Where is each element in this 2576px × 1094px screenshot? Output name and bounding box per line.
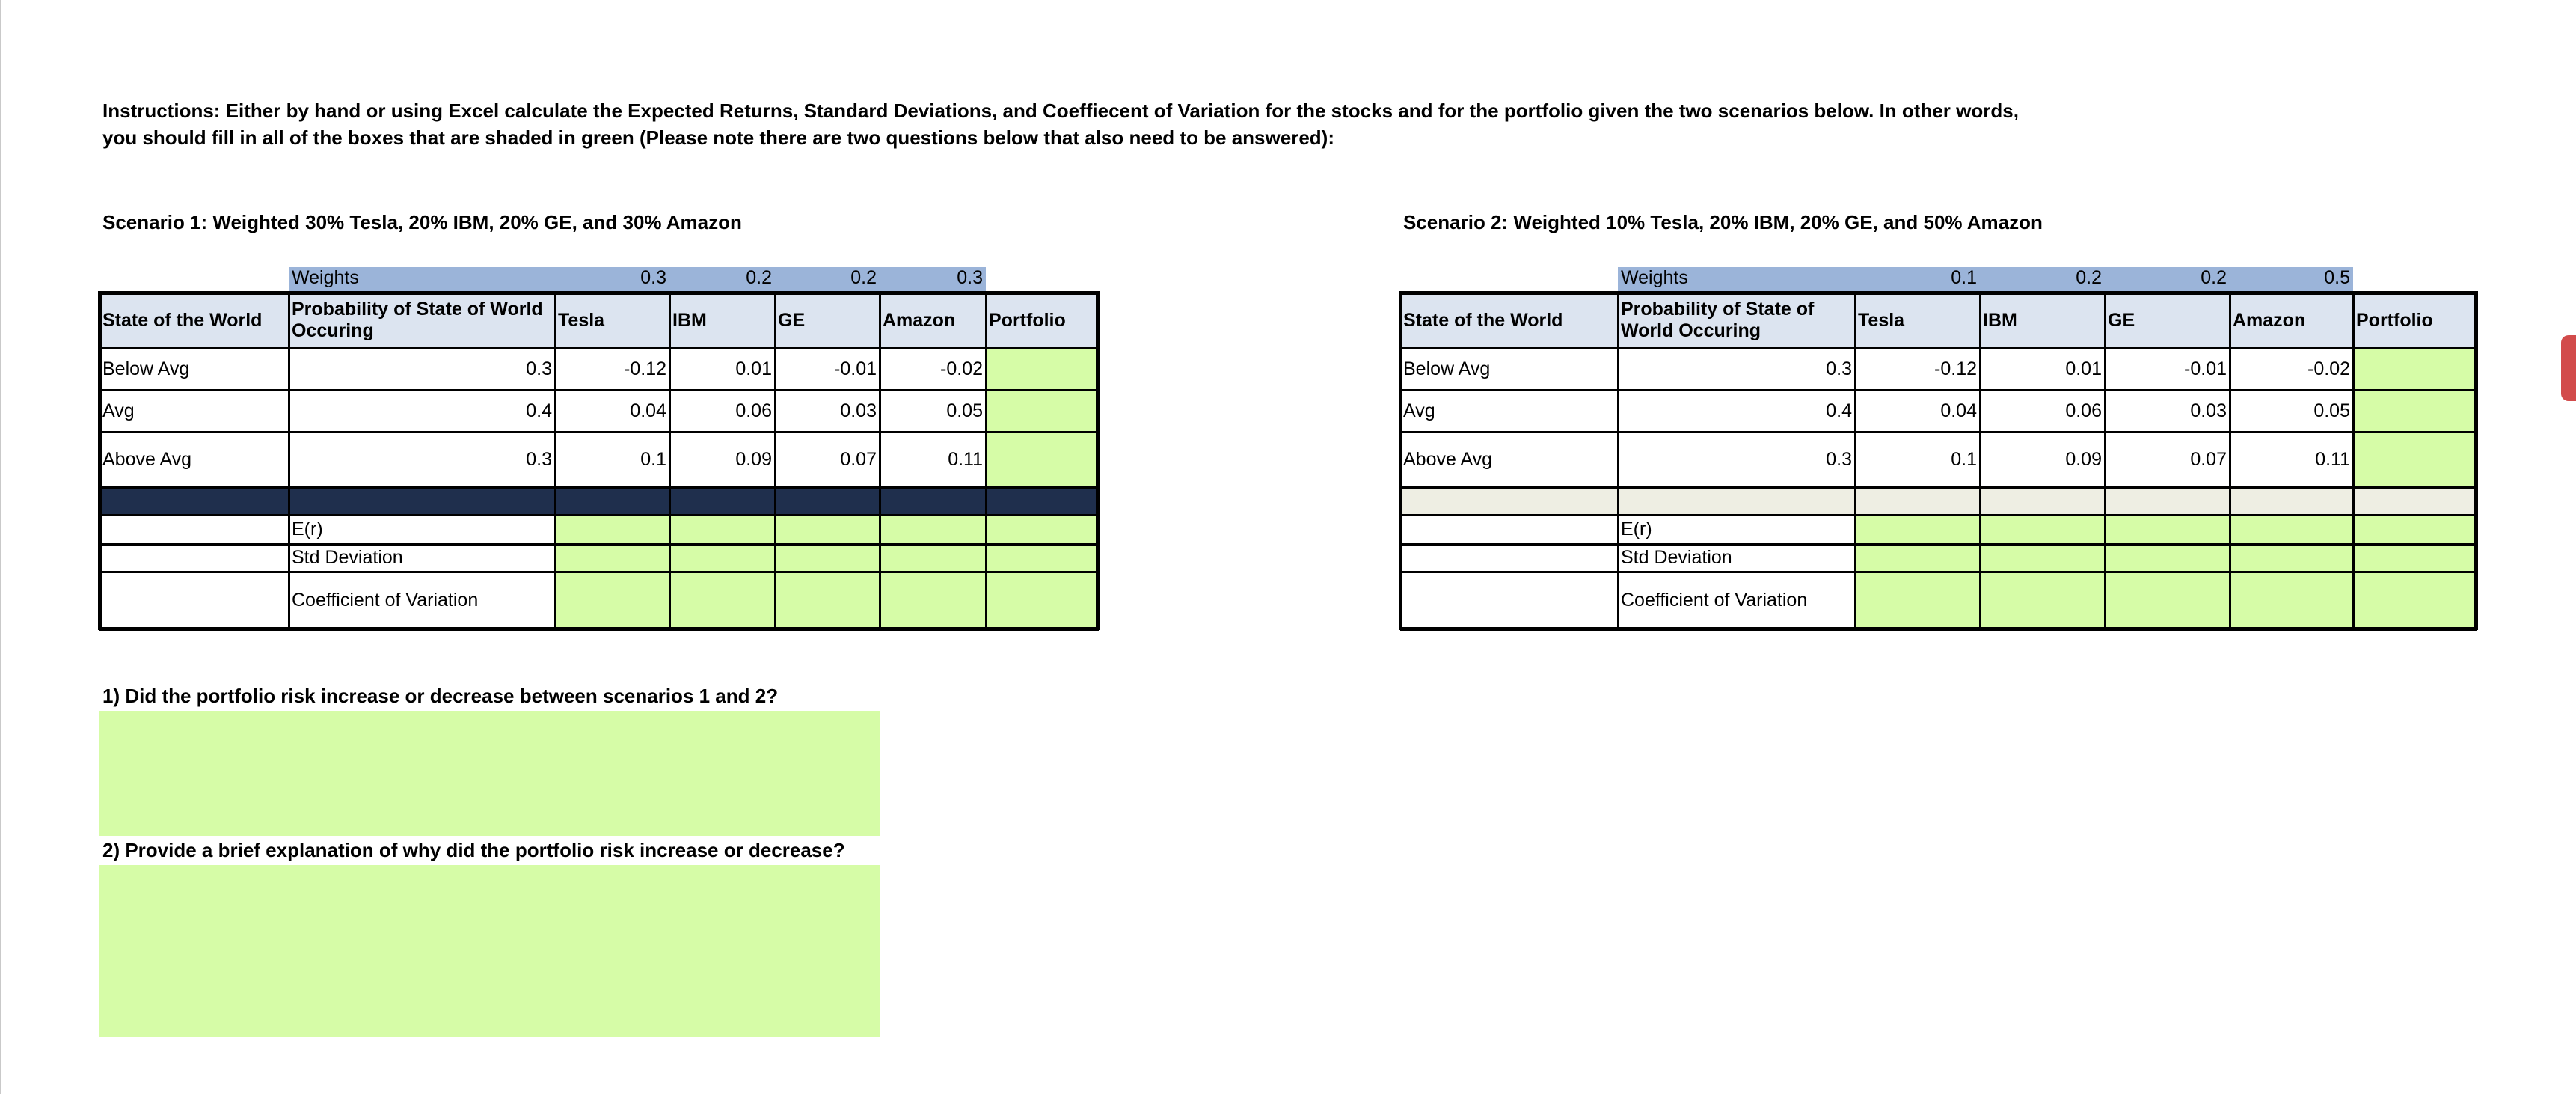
grid-line — [1617, 291, 1619, 630]
expected-return-tesla-input[interactable] — [1855, 515, 1980, 544]
std-deviation-portfolio-input[interactable] — [2353, 544, 2476, 572]
expected-return-tesla-input[interactable] — [555, 515, 669, 544]
std-deviation-ibm-input[interactable] — [669, 544, 775, 572]
grid-line — [2229, 291, 2231, 630]
std-deviation-label: Std Deviation — [1621, 547, 1732, 569]
return-ibm: 0.06 — [2065, 400, 2102, 421]
expected-return-ibm-input[interactable] — [1980, 515, 2105, 544]
return-amazon: 0.05 — [946, 400, 983, 421]
grid-line — [99, 431, 1099, 433]
grid-line — [288, 291, 290, 630]
return-ibm: 0.01 — [735, 358, 772, 379]
header-state: State of the World — [1400, 293, 1618, 348]
coefficient-of-variation-ibm-input[interactable] — [1980, 572, 2105, 629]
grid-line — [1400, 389, 2477, 391]
expected-return-amazon-input[interactable] — [880, 515, 986, 544]
grid-line — [1096, 291, 1100, 630]
expected-return-ge-input[interactable] — [2105, 515, 2230, 544]
page-edge — [0, 0, 1, 1094]
header-ge: GE — [775, 293, 880, 348]
return-tesla: 0.1 — [1951, 448, 1977, 470]
expected-return-portfolio-input[interactable] — [986, 515, 1097, 544]
portfolio-return-input[interactable] — [986, 390, 1097, 432]
grid-line — [1400, 514, 2477, 516]
std-deviation-ibm-input[interactable] — [1980, 544, 2105, 572]
grid-line — [1400, 347, 2477, 349]
return-ibm: 0.01 — [2065, 358, 2102, 379]
expected-return-ibm-input[interactable] — [669, 515, 775, 544]
probability-value: 0.3 — [1826, 358, 1852, 379]
state-label: Above Avg — [102, 448, 192, 470]
std-deviation-label: Std Deviation — [292, 547, 403, 569]
coefficient-of-variation-tesla-input[interactable] — [1855, 572, 1980, 629]
grid-line — [99, 347, 1099, 349]
grid-line — [1399, 291, 1402, 630]
weight-ge: 0.2 — [2105, 267, 2230, 293]
std-deviation-amazon-input[interactable] — [2230, 544, 2353, 572]
expected-return-portfolio-input[interactable] — [2353, 515, 2476, 544]
return-amazon: 0.05 — [2313, 400, 2350, 421]
std-deviation-amazon-input[interactable] — [880, 544, 986, 572]
weight-amazon: 0.3 — [880, 267, 986, 293]
instructions-line-1: Instructions: Either by hand or using Excel calculate the Expected Returns, Standard Deviations, and Coeffiecent of Variation for the stocks and for the portfolio given the two scenarios below. In other words, — [102, 100, 2019, 122]
grid-line — [99, 543, 1099, 546]
return-ge: 0.03 — [2190, 400, 2227, 421]
grid-line — [1400, 627, 2477, 631]
answer-2-box[interactable] — [99, 865, 880, 1037]
portfolio-return-input[interactable] — [986, 432, 1097, 487]
expected-return-ge-input[interactable] — [775, 515, 880, 544]
return-tesla: 0.04 — [1940, 400, 1977, 421]
expected-return-label: E(r) — [292, 519, 323, 540]
instructions-line-2: you should fill in all of the boxes that are shaded in green (Please note there are two questions below that also need to be answered): — [102, 126, 1334, 149]
grid-line — [879, 291, 881, 630]
std-deviation-tesla-input[interactable] — [555, 544, 669, 572]
instructions — [102, 97, 2019, 151]
grid-line — [1400, 486, 2477, 489]
answer-1-box[interactable] — [99, 711, 880, 836]
grid-line — [1400, 291, 2477, 295]
header-state: State of the World — [99, 293, 289, 348]
weights-label: Weights — [1618, 267, 1855, 293]
return-tesla: 0.04 — [630, 400, 666, 421]
coefficient-of-variation-ibm-input[interactable] — [669, 572, 775, 629]
return-tesla: -0.12 — [1934, 358, 1977, 379]
state-label: Avg — [102, 400, 135, 421]
return-ge: -0.01 — [834, 358, 877, 379]
portfolio-return-input[interactable] — [986, 348, 1097, 390]
side-tab-marker[interactable] — [2561, 335, 2576, 401]
header-probability: Probability of State of World Occuring — [289, 293, 555, 348]
coefficient-of-variation-amazon-input[interactable] — [880, 572, 986, 629]
grid-line — [669, 291, 671, 630]
scenario-2-title: Scenario 2: Weighted 10% Tesla, 20% IBM, 20% GE, and 50% Amazon — [1403, 211, 2043, 233]
question-2: 2) Provide a brief explanation of why did the portfolio risk increase or decrease? — [102, 839, 845, 861]
weight-tesla: 0.3 — [555, 267, 669, 293]
coefficient-of-variation-tesla-input[interactable] — [555, 572, 669, 629]
return-amazon: 0.11 — [2315, 448, 2350, 470]
portfolio-return-input[interactable] — [2353, 348, 2476, 390]
weight-ge: 0.2 — [775, 267, 880, 293]
grid-line — [99, 389, 1099, 391]
grid-line — [2104, 291, 2106, 630]
grid-line — [99, 571, 1099, 573]
std-deviation-ge-input[interactable] — [2105, 544, 2230, 572]
weight-tesla: 0.1 — [1855, 267, 1980, 293]
grid-line — [1400, 431, 2477, 433]
return-tesla: 0.1 — [640, 448, 666, 470]
header-amazon: Amazon — [2230, 293, 2353, 348]
grid-line — [98, 291, 102, 630]
separator-row — [99, 487, 1097, 515]
state-label: Below Avg — [1403, 358, 1491, 379]
grid-line — [99, 291, 1099, 295]
return-ibm: 0.09 — [735, 448, 772, 470]
return-ibm: 0.06 — [735, 400, 772, 421]
header-amazon: Amazon — [880, 293, 986, 348]
header-tesla: Tesla — [1855, 293, 1980, 348]
scenario-1-title: Scenario 1: Weighted 30% Tesla, 20% IBM, 20% GE, and 30% Amazon — [102, 211, 742, 233]
coefficient-of-variation-portfolio-input[interactable] — [2353, 572, 2476, 629]
probability-value: 0.3 — [526, 358, 552, 379]
expected-return-amazon-input[interactable] — [2230, 515, 2353, 544]
weights-label: Weights — [289, 267, 555, 293]
coefficient-of-variation-ge-input[interactable] — [2105, 572, 2230, 629]
weight-ibm: 0.2 — [1980, 267, 2105, 293]
weight-ibm: 0.2 — [669, 267, 775, 293]
state-label: Below Avg — [102, 358, 190, 379]
portfolio-return-input[interactable] — [2353, 432, 2476, 487]
return-amazon: -0.02 — [2307, 358, 2350, 379]
grid-line — [985, 291, 987, 630]
return-ge: -0.01 — [2184, 358, 2227, 379]
std-deviation-portfolio-input[interactable] — [986, 544, 1097, 572]
state-label: Avg — [1403, 400, 1435, 421]
header-portfolio: Portfolio — [2353, 293, 2476, 348]
return-ge: 0.07 — [2190, 448, 2227, 470]
grid-line — [1979, 291, 1981, 630]
separator-row — [1400, 487, 2476, 515]
probability-value: 0.4 — [526, 400, 552, 421]
return-ibm: 0.09 — [2065, 448, 2102, 470]
grid-line — [554, 291, 556, 630]
grid-line — [99, 627, 1099, 631]
grid-line — [1400, 571, 2477, 573]
probability-value: 0.4 — [1826, 400, 1852, 421]
return-amazon: 0.11 — [948, 448, 983, 470]
grid-line — [2474, 291, 2478, 630]
grid-line — [99, 514, 1099, 516]
portfolio-return-input[interactable] — [2353, 390, 2476, 432]
header-tesla: Tesla — [555, 293, 669, 348]
expected-return-label: E(r) — [1621, 519, 1652, 540]
grid-line — [774, 291, 776, 630]
std-deviation-tesla-input[interactable] — [1855, 544, 1980, 572]
coefficient-of-variation-amazon-input[interactable] — [2230, 572, 2353, 629]
header-ibm: IBM — [1980, 293, 2105, 348]
grid-line — [1400, 543, 2477, 546]
state-label: Above Avg — [1403, 448, 1493, 470]
coefficient-of-variation-label: Coefficient of Variation — [292, 589, 479, 611]
std-deviation-ge-input[interactable] — [775, 544, 880, 572]
coefficient-of-variation-label: Coefficient of Variation — [1621, 589, 1808, 611]
header-ibm: IBM — [669, 293, 775, 348]
question-1: 1) Did the portfolio risk increase or decrease between scenarios 1 and 2? — [102, 685, 779, 707]
return-tesla: -0.12 — [624, 358, 666, 379]
return-ge: 0.07 — [840, 448, 877, 470]
probability-value: 0.3 — [1826, 448, 1852, 470]
probability-value: 0.3 — [526, 448, 552, 470]
grid-line — [2352, 291, 2355, 630]
coefficient-of-variation-portfolio-input[interactable] — [986, 572, 1097, 629]
grid-line — [1854, 291, 1856, 630]
header-ge: GE — [2105, 293, 2230, 348]
return-amazon: -0.02 — [940, 358, 983, 379]
grid-line — [99, 486, 1099, 489]
header-portfolio: Portfolio — [986, 293, 1097, 348]
coefficient-of-variation-ge-input[interactable] — [775, 572, 880, 629]
weight-amazon: 0.5 — [2230, 267, 2353, 293]
header-probability: Probability of State of World Occuring — [1618, 293, 1855, 348]
return-ge: 0.03 — [840, 400, 877, 421]
